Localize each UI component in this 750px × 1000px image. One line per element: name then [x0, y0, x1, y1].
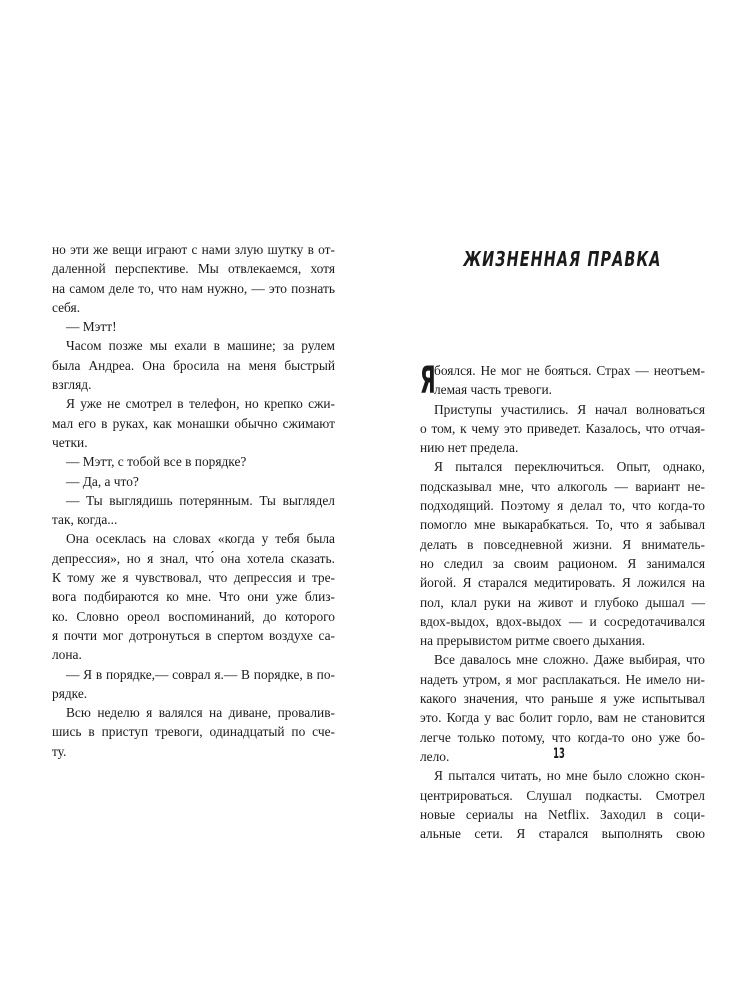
text-line: вога подбираются ко мне. Что они уже близ-	[52, 589, 335, 605]
text-line: йогой. Я старался медитировать. Я ложился на	[420, 575, 705, 591]
text-line: подсказывал мне, что алкоголь — вариант не-	[420, 478, 705, 494]
text-line: альные сети. Я старался выполнять свою	[420, 826, 705, 842]
text-line: К тому же я чувствовал, что депрессия и тре-	[52, 570, 335, 586]
left-page	[52, 240, 335, 761]
chapter-title: ЖИЗНЕННАЯ ПРАВКА	[463, 247, 662, 271]
paragraph	[52, 336, 335, 394]
text-line: даленной перспективе. Мы отвлекаемся, хотя	[52, 261, 335, 277]
text-line: я почти мог дотронуться в спертом воздухе са-	[52, 627, 335, 643]
text-line: лона.	[52, 647, 82, 663]
paragraph	[52, 529, 335, 664]
text-line: Она осеклась на словах «когда у тебя была	[66, 531, 335, 547]
text-line: о том, к чему это приведет. Казалось, что отчая-	[420, 420, 705, 436]
text-line: депрессия», но я знал, что́ она хотела сказать.	[52, 550, 335, 566]
paragraph	[52, 240, 335, 317]
text-line: ту.	[52, 743, 67, 759]
text-line: но эти же вещи играют с нами злую шутку в от-	[52, 242, 335, 257]
text-line: помогло мне выкарабкаться. То, что я забывал	[420, 517, 705, 533]
text-line: Все давалось мне сложно. Даже выбирая, что	[434, 652, 705, 668]
text-line: боялся. Не мог не бояться. Страх — неотъем-	[434, 363, 705, 378]
text-line: Я пытался читать, но мне было сложно скон-	[434, 768, 705, 784]
text-line: подходящий. Поэтому я делал то, что когда-то	[420, 498, 705, 514]
paragraph	[52, 665, 335, 704]
paragraph	[52, 452, 335, 471]
text-line: центрироваться. Слушал подкасты. Смотрел	[420, 787, 705, 803]
text-line: лемая часть тревоги.	[434, 382, 552, 398]
text-line: — Мэтт, с тобой все в порядке?	[66, 454, 247, 470]
paragraph	[420, 361, 705, 400]
text-line: надеть утром, я мог расплакаться. Не имело ни-	[420, 671, 705, 687]
text-line: Приступы участились. Я начал волноваться	[434, 401, 705, 417]
text-line: была Андреа. Она бросила на меня быстрый	[52, 357, 335, 373]
paragraph	[52, 491, 335, 530]
text-line: так, когда...	[52, 512, 118, 528]
paragraph	[52, 394, 335, 452]
paragraph	[52, 317, 335, 336]
text-line: Я пытался переключиться. Опыт, однако,	[434, 459, 705, 475]
text-line: легче только потому, что когда-то оно уже бо-	[420, 729, 705, 745]
text-line: какого значения, что раньше я уже испытывал	[420, 691, 705, 707]
text-line: взгляд.	[52, 377, 92, 393]
right-page-body	[420, 361, 705, 843]
text-line: ко. Словно ореол воспоминаний, до которого	[52, 608, 335, 624]
paragraph	[52, 703, 335, 761]
text-line: на прерывистом ритме своего дыхания.	[420, 633, 646, 649]
text-line: — Я в порядке,— соврал я.— В порядке, в по-	[66, 666, 335, 682]
drop-cap: Я	[420, 359, 436, 402]
text-line: лело.	[420, 748, 450, 764]
paragraph	[420, 766, 705, 843]
text-line: нию нет предела.	[420, 440, 519, 456]
text-line: делать в повседневной жизни. Я вниматель-	[420, 536, 705, 552]
paragraph	[420, 400, 705, 458]
paragraph	[52, 472, 335, 491]
text-line: рядке.	[52, 685, 88, 701]
text-line: четки.	[52, 434, 88, 450]
text-line: — Да, а что?	[66, 473, 139, 489]
text-line: пол, клал руки на живот и глубоко дышал —	[420, 594, 705, 610]
text-line: — Мэтт!	[66, 319, 117, 335]
paragraph	[420, 457, 705, 650]
text-line: шись в приступ тревоги, одинадцатый по сче-	[52, 724, 335, 740]
text-line: Я уже не смотрел в телефон, но крепко сжи-	[66, 396, 335, 412]
text-line: вдох-выдох, вдох-выдох — и сосредотачивался	[420, 613, 705, 629]
text-line: — Ты выглядишь потерянным. Ты выглядел	[66, 492, 335, 508]
text-line: но следил за своим рационом. Я занимался	[420, 555, 705, 571]
text-line: Всю неделю я валялся на диване, провалив-	[66, 705, 335, 721]
text-line: себя.	[52, 299, 81, 315]
left-page-body	[52, 240, 335, 761]
text-line: это. Когда у вас болит горло, вам не становится	[420, 710, 705, 726]
text-line: мал его в руках, как монашки обычно сжимают	[52, 415, 335, 431]
page-number: 13	[553, 746, 565, 762]
text-line: Часом позже мы ехали в машине; за рулем	[66, 338, 335, 354]
text-line: новые сериалы на Netflix. Заходил в соци-	[420, 806, 705, 822]
text-line: на самом деле то, что нам нужно, — это познать	[52, 280, 335, 296]
